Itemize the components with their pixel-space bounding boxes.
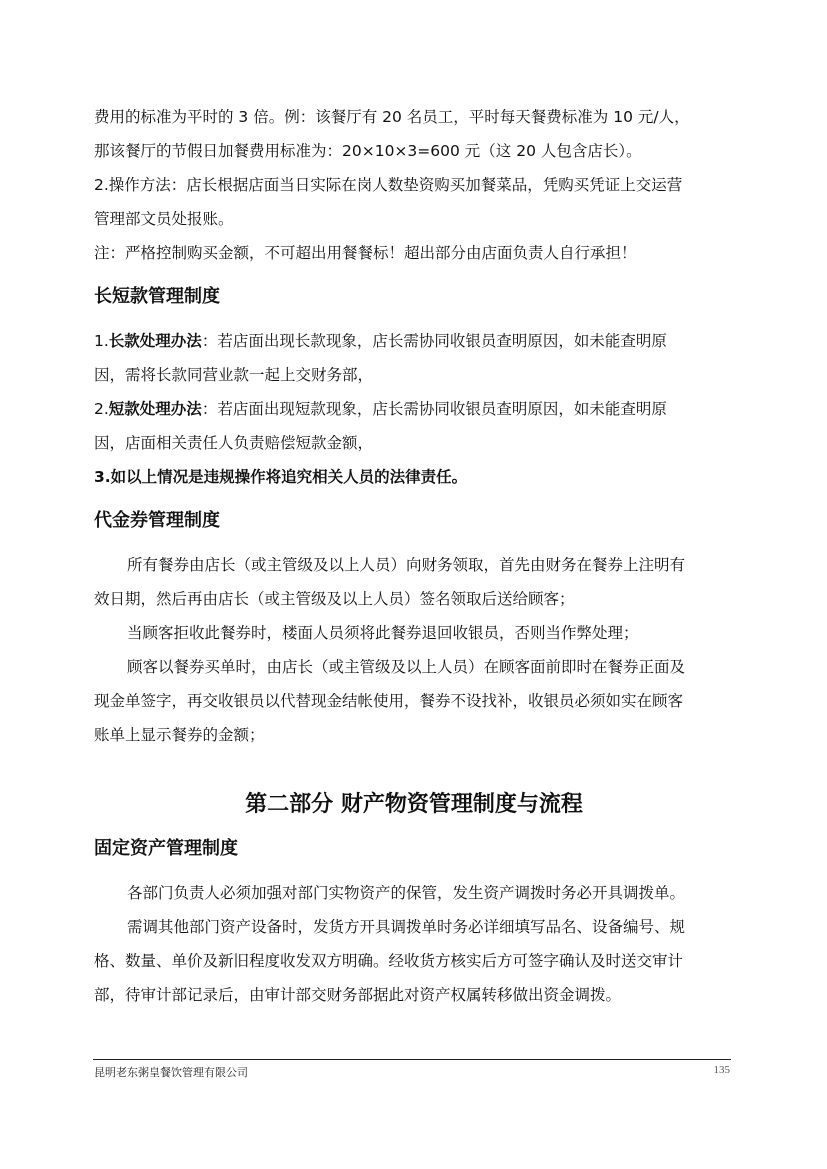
footer-divider bbox=[93, 1059, 731, 1060]
paragraph-line: 2.操作方法：店长根据店面当日实际在岗人数垫资购买加餐菜品，凭购买凭证上交运营 bbox=[94, 176, 683, 194]
document-body bbox=[94, 100, 734, 1012]
section-heading-voucher: 代金券管理制度 bbox=[94, 510, 220, 531]
paragraph-line: 效日期，然后再由店长（或主管级及以上人员）签名领取后送给顾客； bbox=[94, 590, 575, 608]
item-bold-label: 短款处理办法 bbox=[108, 400, 202, 418]
item-number: 1. bbox=[94, 332, 109, 350]
paragraph-line: 格、数量、单价及新旧程度收发双方明确。经收货方核实后方可签字确认及时送交审计 bbox=[94, 952, 684, 970]
list-item-2 bbox=[94, 392, 734, 426]
list-item-2-cont: 因，店面相关责任人负责赔偿短款金额， bbox=[94, 434, 374, 452]
note-line: 注：严格控制购买金额，不可超出用餐餐标！超出部分由店面负责人自行承担！ bbox=[94, 244, 637, 262]
paragraph-line: 现金单签字，再交收银员以代替现金结帐使用，餐券不设找补，收银员必须如实在顾客 bbox=[94, 692, 684, 710]
item-number: 2. bbox=[94, 400, 109, 418]
section-heading-fixed-assets: 固定资产管理制度 bbox=[94, 838, 238, 859]
paragraph-line: 费用的标准为平时的 3 倍。例：该餐厅有 20 名员工，平时每天餐费标准为 10 元/人， bbox=[94, 108, 690, 126]
paragraph-line: 那该餐厅的节假日加餐费用标准为：20×10×3=600 元（这 20 人包含店长）。 bbox=[94, 142, 642, 160]
paragraph-line: 账单上显示餐券的金额； bbox=[94, 726, 265, 744]
paragraph-line: 当顾客拒收此餐券时，楼面人员须将此餐券退回收银员，否则当作弊处理； bbox=[127, 624, 639, 642]
paragraph-line: 需调其他部门资产设备时，发货方开具调拨单时务必详细填写品名、设备编号、规 bbox=[127, 918, 686, 936]
footer-company-name: 昆明老东粥皇餐饮管理有限公司 bbox=[94, 1066, 248, 1079]
item-bold-label: 长款处理办法 bbox=[108, 332, 202, 350]
paragraph-line: 管理部文员处报账。 bbox=[94, 210, 234, 228]
list-item-1 bbox=[94, 324, 734, 358]
section-heading-long-short: 长短款管理制度 bbox=[94, 286, 220, 307]
paragraph-line: 各部门负责人必须加强对部门实物资产的保管，发生资产调拨时务必开具调拨单。 bbox=[127, 884, 686, 902]
paragraph-line: 所有餐券由店长（或主管级及以上人员）向财务领取，首先由财务在餐券上注明有 bbox=[127, 556, 686, 574]
paragraph-line: 部，待审计部记录后，由审计部交财务部据此对资产权属转移做出资金调拨。 bbox=[94, 986, 622, 1004]
list-item-3: 3.如以上情况是违规操作将追究相关人员的法律责任。 bbox=[94, 468, 468, 486]
part-title: 第二部分 财产物资管理制度与流程 bbox=[245, 792, 583, 817]
paragraph-line: 顾客以餐券买单时，由店长（或主管级及以上人员）在顾客面前即时在餐券正面及 bbox=[127, 658, 686, 676]
page-number: 135 bbox=[713, 1064, 730, 1076]
item-text: ：若店面出现长款现象，店长需协同收银员查明原因，如未能查明原 bbox=[201, 332, 667, 350]
list-item-1-cont: 因，需将长款同营业款一起上交财务部， bbox=[94, 366, 374, 384]
item-text: ：若店面出现短款现象，店长需协同收银员查明原因，如未能查明原 bbox=[201, 400, 667, 418]
